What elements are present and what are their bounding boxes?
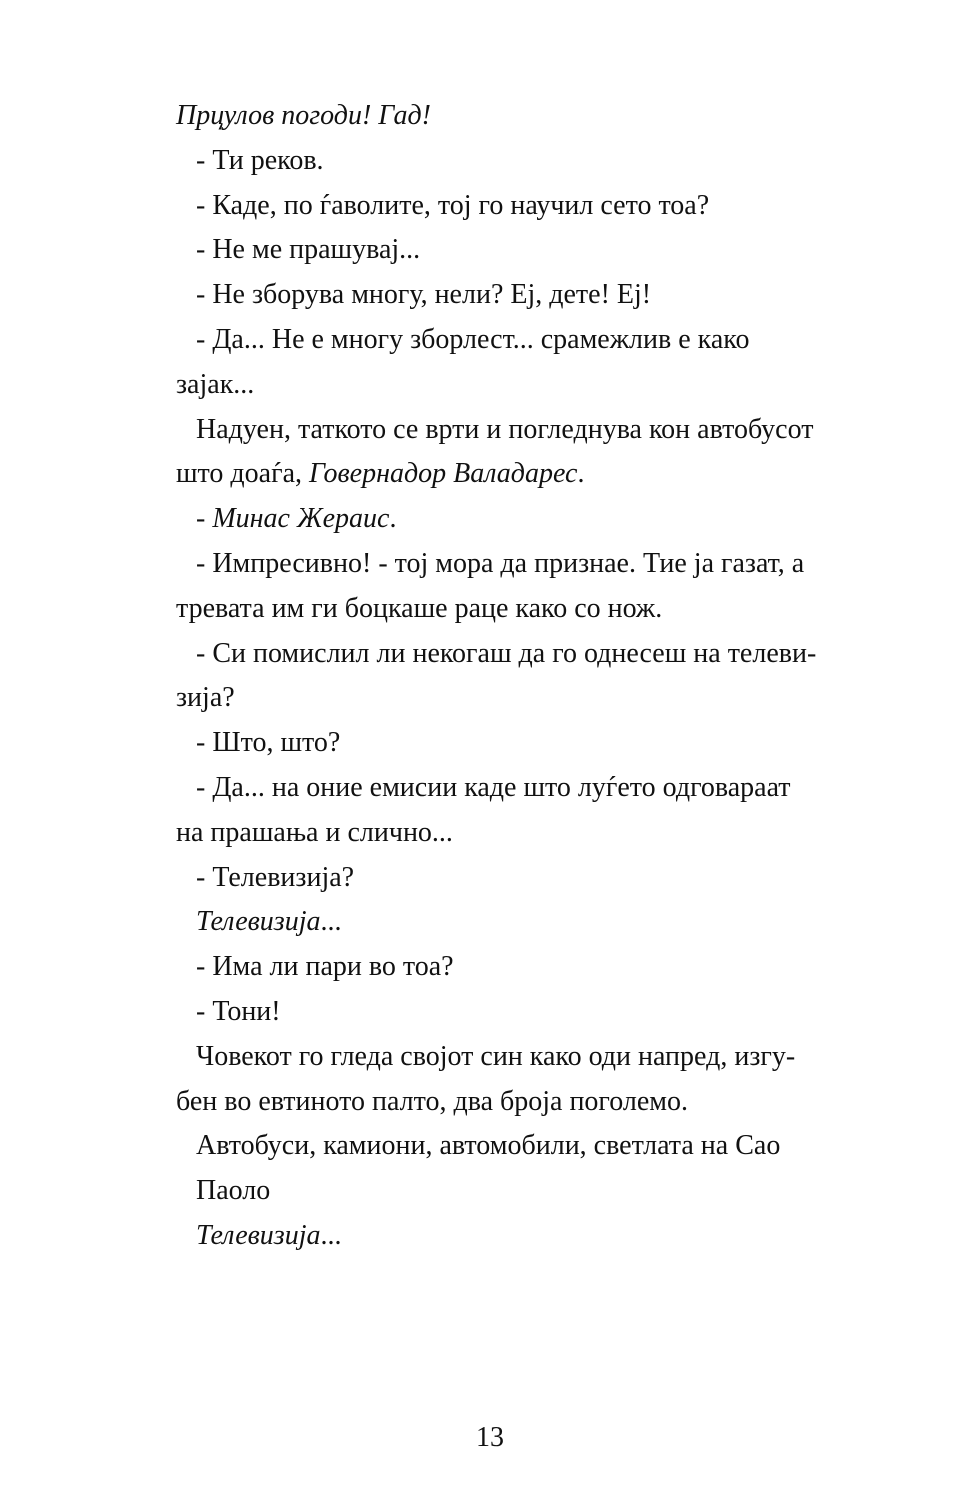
text-line xyxy=(176,184,876,229)
text-line xyxy=(176,721,876,766)
text-segment: - xyxy=(196,503,213,535)
text-line xyxy=(176,587,876,632)
text-segment: зајак... xyxy=(176,368,255,400)
text-line xyxy=(176,945,876,990)
text-segment: тревата им ги боцкаше раце како со нож. xyxy=(176,592,663,624)
text-line xyxy=(176,452,876,497)
text-line xyxy=(176,676,876,721)
text-line xyxy=(176,1169,876,1214)
text-line xyxy=(176,94,876,139)
text-line xyxy=(176,139,876,184)
text-line xyxy=(176,856,876,901)
italic-text: Говернадор Валадарес xyxy=(309,458,578,490)
text-segment: - Да... на оние емисии каде што луѓето одговараат xyxy=(196,771,791,803)
text-line xyxy=(176,228,876,273)
text-segment: Автобуси, камиони, автомобили, светлата на Сао xyxy=(196,1130,781,1162)
text-line xyxy=(176,1035,876,1080)
text-segment: Надуен, таткото се врти и погледнува кон автобусот xyxy=(196,413,814,445)
text-segment: - Каде, по ѓаволите, тој го научил сето тоа? xyxy=(196,189,710,221)
text-segment: што доаѓа, xyxy=(176,458,310,490)
italic-text: Минас Жераис xyxy=(212,503,390,535)
text-line xyxy=(176,408,876,453)
text-segment: ... xyxy=(320,906,342,938)
italic-text: Телевизија xyxy=(196,1219,321,1251)
text-line xyxy=(176,318,876,363)
page-number: 13 xyxy=(476,1422,504,1453)
text-segment: - Да... Не е многу зборлест... срамежлив е како xyxy=(196,323,750,355)
italic-text: Прцулов погоди! Гад! xyxy=(176,100,431,131)
text-line xyxy=(176,497,876,542)
text-line xyxy=(176,811,876,856)
text-line xyxy=(176,273,876,318)
text-segment: бен во евтиното палто, два броја поголемо. xyxy=(176,1085,688,1117)
text-segment: - Не ме прашувај... xyxy=(196,234,421,266)
text-line xyxy=(176,363,876,408)
text-segment: - Има ли пари во тоа? xyxy=(196,951,454,983)
text-segment: . xyxy=(389,503,397,535)
text-line xyxy=(176,766,876,811)
text-segment: - Што, што? xyxy=(196,727,341,759)
italic-text: Телевизија xyxy=(196,906,321,938)
text-segment: - Ти реков. xyxy=(196,144,324,176)
text-line xyxy=(176,632,876,677)
text-segment: на прашања и слично... xyxy=(176,816,453,848)
text-segment: - Телевизија? xyxy=(196,861,355,893)
text-segment: зија? xyxy=(176,682,235,714)
text-segment: - Тони! xyxy=(196,995,281,1027)
text-segment: ... xyxy=(320,1219,342,1251)
text-segment: - Си помислил ли некогаш да го однесеш на телеви- xyxy=(196,637,817,669)
text-line xyxy=(176,1214,876,1259)
text-segment: Човекот го гледа својот син како оди напред, изгу- xyxy=(196,1040,796,1072)
text-line xyxy=(176,900,876,945)
text-line xyxy=(176,542,876,587)
text-line xyxy=(176,990,876,1035)
text-line xyxy=(176,1080,876,1125)
text-line xyxy=(176,1124,876,1169)
body-text xyxy=(176,94,876,1259)
text-segment: - Импресивно! - тој мора да признае. Тие ја газат, а xyxy=(196,547,805,579)
text-segment: Паоло xyxy=(196,1175,271,1207)
text-segment: - Не зборува многу, нели? Еј, дете! Еј! xyxy=(196,279,652,311)
text-segment: . xyxy=(577,458,585,490)
